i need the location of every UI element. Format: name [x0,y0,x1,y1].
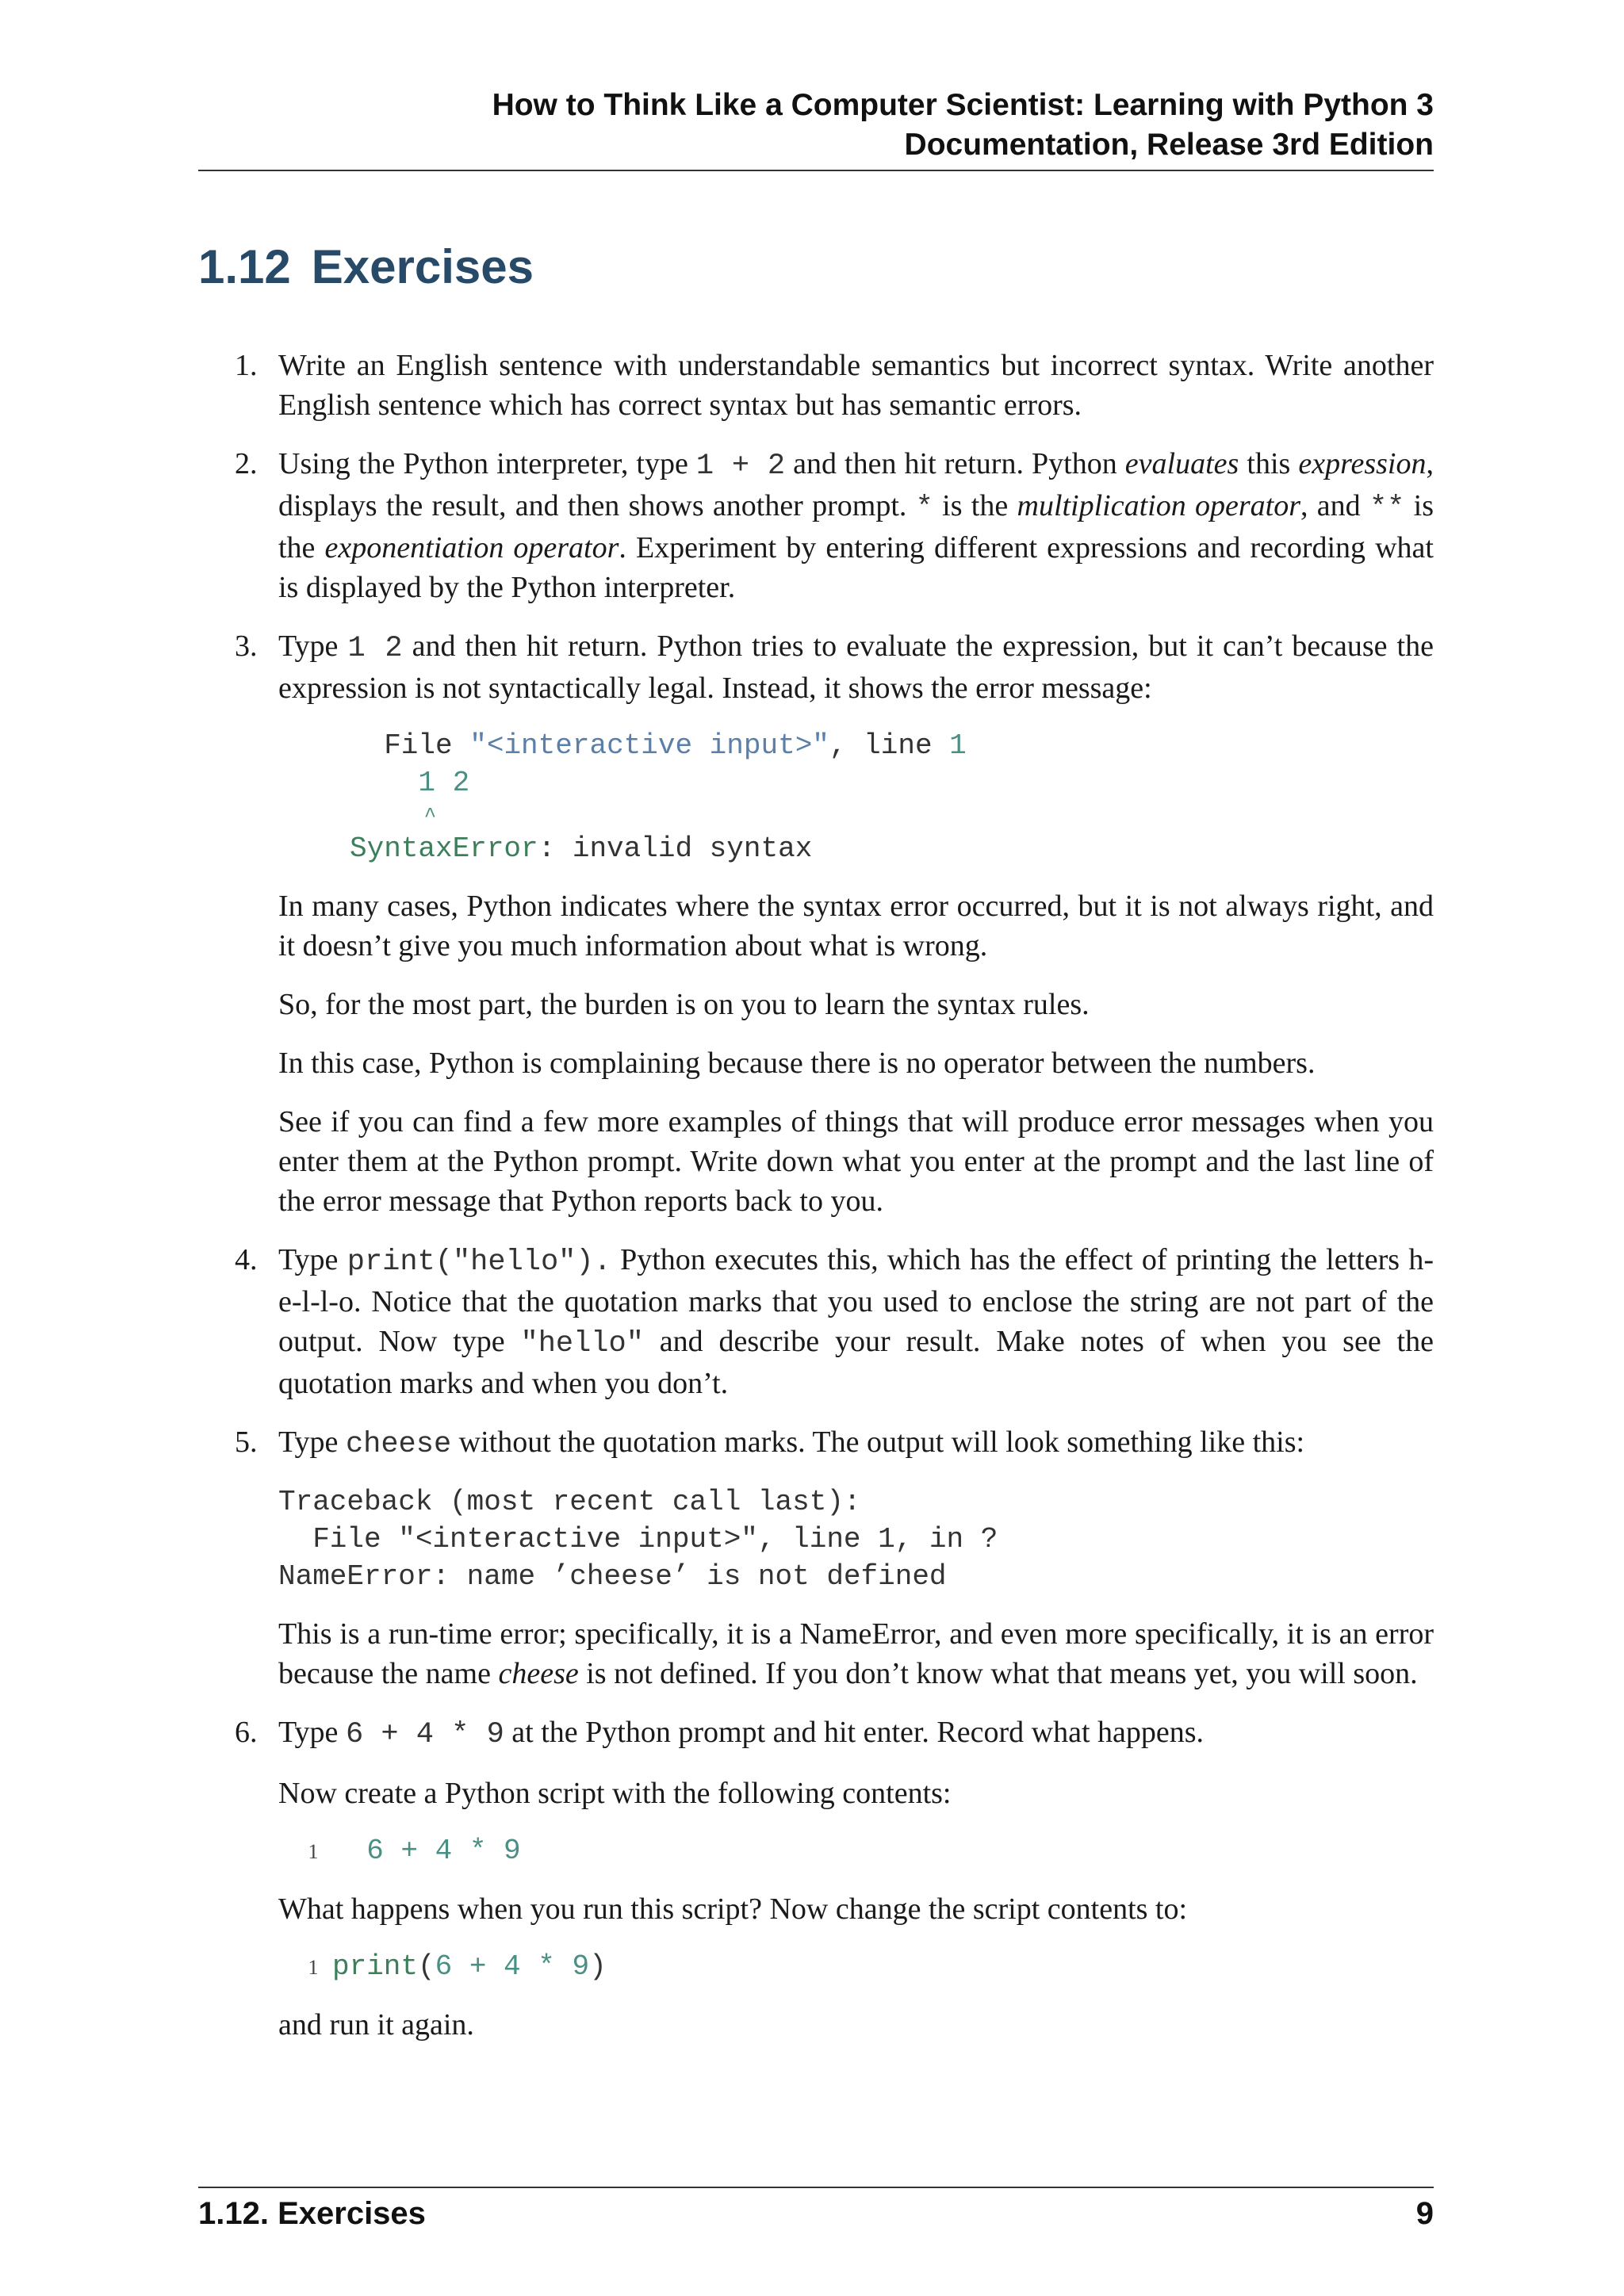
text-run: . Experiment by entering different expressions and recording what is displayed by the Python interpreter. [278,531,1434,604]
emphasis: expression [1298,447,1427,480]
exercise-list [198,346,1434,2045]
footer-rule [198,2187,1434,2188]
text-run: is not defined. If you don’t know what that means yet, you will soon. [578,1657,1418,1690]
line-number: 1 [308,1840,319,1863]
code-line: Traceback (most recent call last): [278,1486,861,1518]
code-line: ^ [350,804,437,828]
text-run: Python executes this, which has the effect of printing the letters h-e-l-l-o. Notice that the quotation marks that you used to enclose the string are not part of the output. Now type [278,1243,1434,1358]
exercise-paragraph: Now create a Python script with the following contents: [278,1777,952,1810]
text-run: Type [278,1716,346,1749]
emphasis: cheese [498,1657,579,1690]
exercise-marker: 6. [235,1716,258,1749]
code-line: 6 + 4 * 9 [332,1835,521,1867]
exercise-item [198,444,1434,607]
exercise-paragraph: and run it again. [278,2008,474,2042]
inline-code: print("hello"). [347,1246,611,1279]
script-code-block [294,1832,1434,1870]
line-number: 1 [308,1956,319,1979]
running-header-line-2: Documentation, Release 3rd Edition [904,128,1434,162]
code-token: File [350,729,470,762]
inline-code: 1 + 2 [695,450,786,483]
text-run: and then hit return. Python tries to evaluate the expression, but it can’t because the expression is not syntactically legal. Instead, it shows the error message: [278,629,1434,705]
text-run: without the quotation marks. The output will look something like this: [451,1425,1305,1459]
text-run: This is a run-time error; specifically, it is a NameError, and even more specifically, it is an error because the name [278,1617,1434,1690]
inline-code: "hello" [520,1327,644,1360]
code-token: SyntaxError [350,832,538,865]
text-run: and describe your result. Make notes of when you see the quotation marks and when you don’t. [278,1325,1434,1400]
exercise-marker: 1. [235,349,258,382]
exercise-paragraph: See if you can find a few more examples of things that will produce error messages when you enter them at the Python prompt. Write down what you enter at the prompt and the last line of the error message that Python reports back to you. [278,1105,1434,1218]
section-title [198,232,534,303]
running-header-line-1: How to Think Like a Computer Scientist: Learning with Python 3 [492,88,1434,122]
exercise-text [278,1240,1434,1403]
exercise-marker: 2. [235,447,258,480]
code-line [350,830,1434,867]
code-token: : invalid syntax [538,832,813,865]
code-line: 1 2 [350,767,470,799]
exercise-marker: 3. [235,629,258,663]
emphasis: evaluates [1124,447,1239,480]
exercise-paragraph: So, for the most part, the burden is on you to learn the syntax rules. [278,988,1090,1021]
header-rule [198,170,1434,171]
text-run: Type [278,1425,346,1459]
text-run: and then hit return. Python [785,447,1125,480]
text-run: is the [278,489,1434,564]
exercise-item [198,626,1434,1221]
section-title-text: Exercises [311,240,534,293]
text-run: Type [278,1243,347,1276]
code-token: 1 [949,729,967,762]
inline-code: 1 2 [347,632,403,665]
exercise-marker: 5. [235,1425,258,1459]
traceback-code-block [278,1483,1434,1595]
exercise-paragraph: In this case, Python is complaining because there is no operator between the numbers. [278,1047,1316,1080]
exercise-text [278,1712,1434,1755]
text-run: , displays the result, and then shows another prompt. [278,447,1434,522]
text-run: at the Python prompt and hit enter. Record what happens. [504,1716,1205,1749]
inline-code: ** [1369,492,1405,525]
exercise-paragraph: In many cases, Python indicates where the syntax error occurred, but it is not always right, and it doesn’t give you much information about what is wrong. [278,890,1434,962]
exercise-text: Write an English sentence with understandable semantics but incorrect syntax. Write another English sentence which has correct syntax but has semantic errors. [278,349,1434,422]
text-run: Using the Python interpreter, type [278,447,696,480]
exercise-item [198,1422,1434,1693]
emphasis: multiplication operator [1017,489,1300,522]
code-token: ( [418,1950,435,1983]
inline-code: * [915,492,933,525]
error-code-block [350,727,1434,867]
script-code-block [294,1948,1434,1986]
page-number: 9 [1415,2196,1434,2231]
footer-section-label: 1.12. Exercises [198,2196,426,2231]
code-token: "<interactive input>" [469,729,829,762]
running-header [324,86,1434,165]
exercise-paragraph [278,1614,1434,1693]
exercise-text [278,626,1434,708]
code-token: print [332,1950,419,1983]
code-line: NameError: name ’cheese’ is not defined [278,1560,947,1593]
text-run: this [1239,447,1299,480]
text-run: Type [278,629,348,663]
code-token: ) [589,1950,607,1983]
code-line: File "<interactive input>", line 1, in ? [278,1523,998,1556]
exercise-text [278,1422,1434,1464]
exercise-item [198,1240,1434,1403]
exercise-item [198,346,1434,425]
code-token: 6 + 4 * 9 [435,1950,590,1983]
exercise-marker: 4. [235,1243,258,1276]
exercise-text [278,444,1434,607]
inline-code: cheese [345,1428,452,1461]
code-line [350,727,1434,764]
main-content [198,346,1434,2064]
inline-code: 6 + 4 * 9 [345,1718,504,1751]
text-run: is the [933,489,1017,522]
code-token: , line [829,729,950,762]
emphasis: exponentiation operator [324,531,619,564]
exercise-paragraph: What happens when you run this script? Now change the script contents to: [278,1892,1188,1926]
section-number: 1.12 [198,240,291,293]
text-run: , and [1300,489,1369,522]
exercise-item [198,1712,1434,2045]
